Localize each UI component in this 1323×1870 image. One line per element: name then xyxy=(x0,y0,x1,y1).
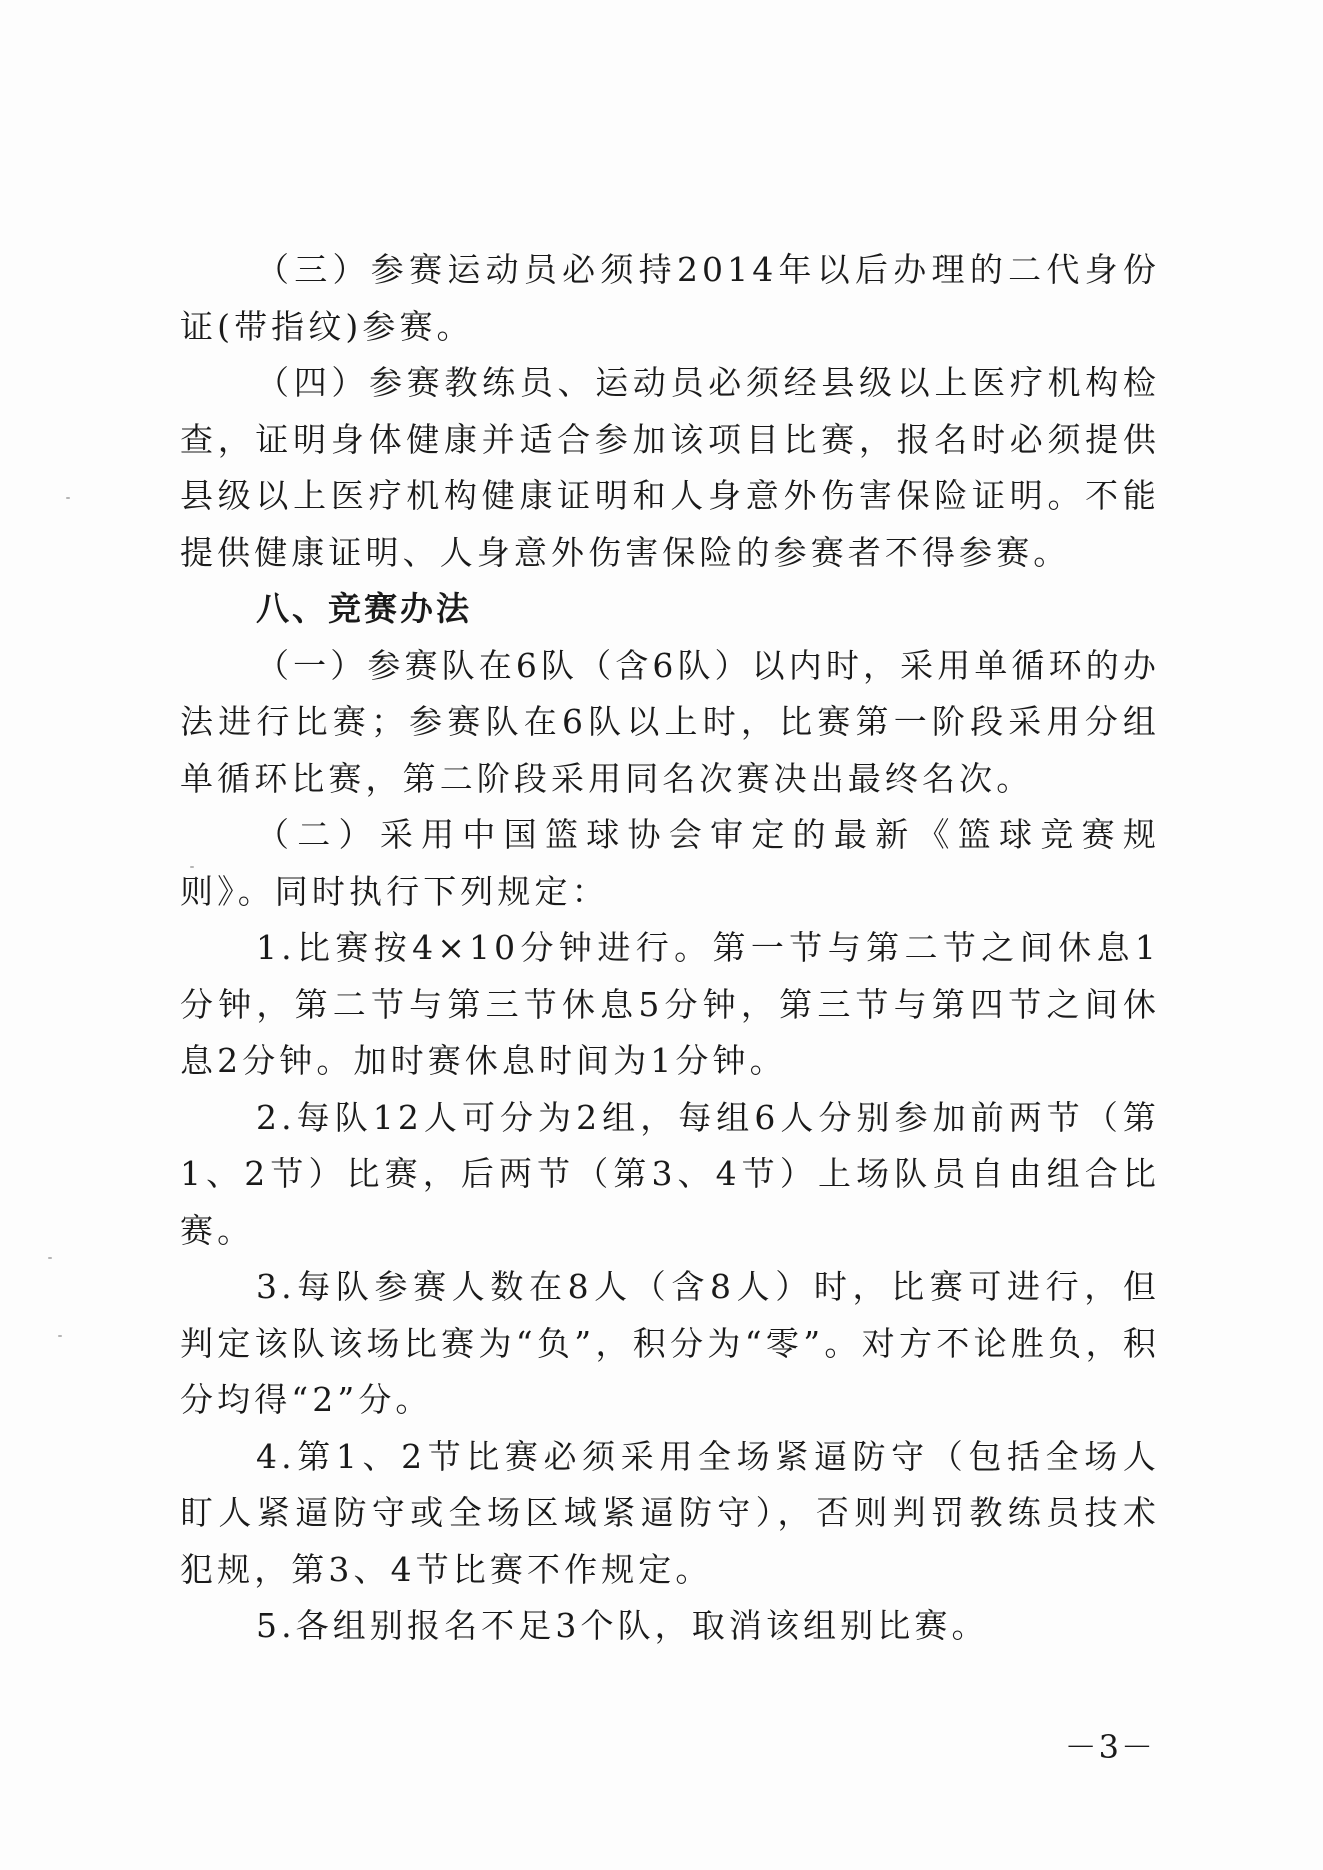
rule-item-2: 2.每队12人可分为2组，每组6人分别参加前两节（第1、2节）比赛，后两节（第3、4节）上场队员自由组合比赛。 xyxy=(180,1097,1160,1250)
rule-item-1: 1.比赛按4×10分钟进行。第一节与第二节之间休息1分钟，第二节与第三节休息5分钟，第三节与第四节之间休息2分钟。加时赛休息时间为1分钟。 xyxy=(180,928,1160,1080)
scan-speck xyxy=(66,497,70,499)
paragraph-id-card: （三）参赛运动员必须持2014年以后办理的二代身份证(带指纹)参赛。 xyxy=(180,250,1160,346)
rule-item-5: 5.各组别报名不足3个队，取消该组别比赛。 xyxy=(256,1606,989,1645)
paragraph-rules: （二）采用中国篮球协会审定的最新《篮球竞赛规则》。同时执行下列规定： xyxy=(180,815,1160,911)
rule-item-3: 3.每队参赛人数在8人（含8人）时，比赛可进行，但判定该队该场比赛为“负”，积分为“零”。对方不论胜负，积分均得“2”分。 xyxy=(180,1267,1160,1419)
rule-item-4: 4.第1、2节比赛必须采用全场紧逼防守（包括全场人盯人紧逼防守或全场区域紧逼防守），否则判罚教练员技术犯规，第3、4节比赛不作规定。 xyxy=(180,1436,1160,1589)
paragraph-round-robin: （一）参赛队在6队（含6队）以内时，采用单循环的办法进行比赛；参赛队在6队以上时，比赛第一阶段采用分组单循环比赛，第二阶段采用同名次赛决出最终名次。 xyxy=(180,645,1160,798)
section-heading-competition-method: 八、竞赛办法 xyxy=(256,589,472,628)
scan-speck xyxy=(48,1257,52,1259)
document-body xyxy=(180,242,1160,1655)
paragraph-health-certificate: （四）参赛教练员、运动员必须经县级以上医疗机构检查，证明身体健康并适合参加该项目比赛，报名时必须提供县级以上医疗机构健康证明和人身意外伤害保险证明。不能提供健康证明、人身意外伤害保险的参赛者不得参赛。 xyxy=(180,363,1160,572)
page-number: －3－ xyxy=(1064,1728,1155,1766)
scan-speck xyxy=(58,1335,62,1337)
